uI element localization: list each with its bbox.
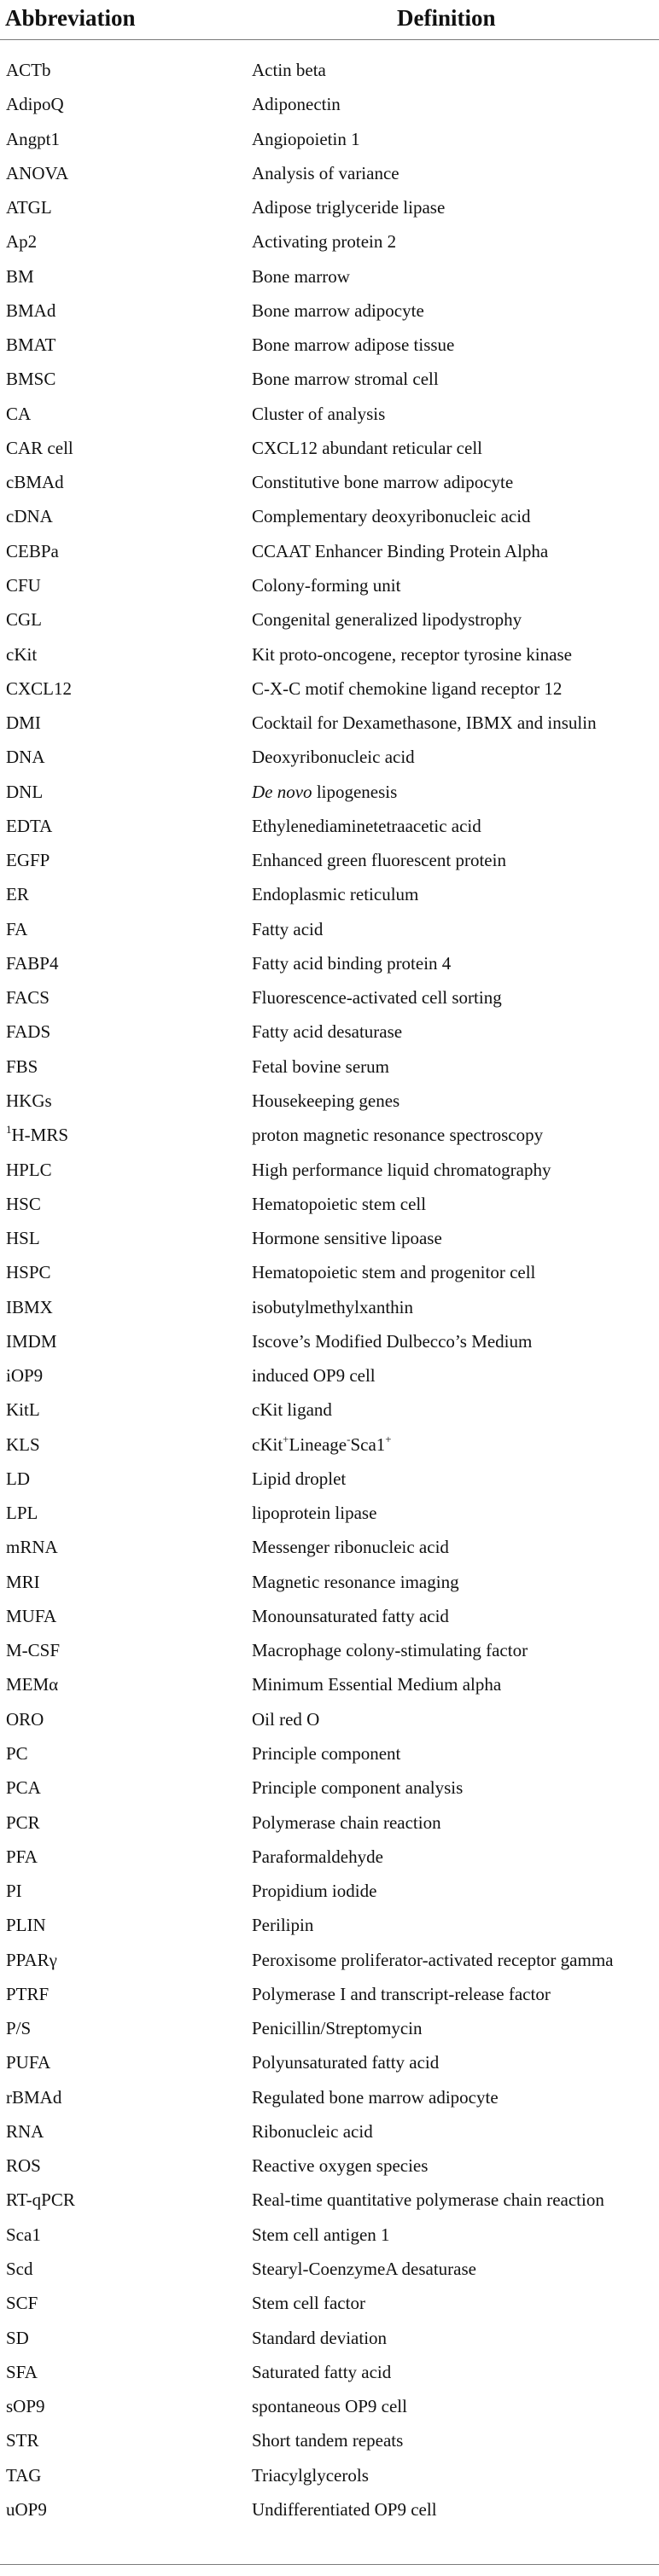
abbreviation-cell: Angpt1 xyxy=(6,128,60,149)
definition-cell: Deoxyribonucleic acid xyxy=(252,747,415,768)
table-row xyxy=(0,2355,659,2389)
table-row xyxy=(0,397,659,431)
table-row xyxy=(0,1255,659,1289)
abbreviation-cell: Sca1 xyxy=(6,2224,41,2245)
table-row xyxy=(0,1874,659,1908)
table-row xyxy=(0,465,659,499)
definition-cell: De novo lipogenesis xyxy=(252,781,398,802)
table-row xyxy=(0,2149,659,2183)
definition-cell: Principle component analysis xyxy=(252,1777,464,1799)
table-row xyxy=(0,740,659,774)
definition-cell: Reactive oxygen species xyxy=(252,2155,429,2177)
abbreviation-cell: P/S xyxy=(6,2018,32,2039)
table-row xyxy=(0,2218,659,2252)
definition-cell: Endoplasmic reticulum xyxy=(252,884,419,905)
abbreviation-cell: LD xyxy=(6,1468,30,1489)
abbreviation-cell: uOP9 xyxy=(6,2498,47,2520)
definition-cell: Undifferentiated OP9 cell xyxy=(252,2498,437,2520)
abbreviation-cell: PLIN xyxy=(6,1915,46,1936)
definition-cell: Polyunsaturated fatty acid xyxy=(252,2052,440,2073)
abbreviation-cell: HKGs xyxy=(6,1090,52,1111)
table-row xyxy=(0,1599,659,1633)
table-row xyxy=(0,637,659,672)
definition-cell: Constitutive bone marrow adipocyte xyxy=(252,472,514,493)
table-row xyxy=(0,1358,659,1393)
abbreviation-cell: KLS xyxy=(6,1433,40,1455)
table-row xyxy=(0,1633,659,1667)
abbreviation-cell: BMAT xyxy=(6,334,56,356)
definition-cell: Angiopoietin 1 xyxy=(252,128,360,149)
table-body xyxy=(0,53,659,2527)
definition-cell: Monounsaturated fatty acid xyxy=(252,1605,449,1626)
definition-cell: Oil red O xyxy=(252,1708,320,1730)
table-row xyxy=(0,1153,659,1187)
abbreviation-cell: CA xyxy=(6,403,32,424)
table-row xyxy=(0,1050,659,1084)
definition-cell: Stearyl-CoenzymeA desaturase xyxy=(252,2259,476,2279)
definition-cell: Hormone sensitive lipoase xyxy=(252,1228,442,1249)
definition-cell: proton magnetic resonance spectroscopy xyxy=(252,1125,544,1146)
definition-cell: CCAAT Enhancer Binding Protein Alpha xyxy=(252,540,549,561)
abbreviation-cell: $^1$H-MRS xyxy=(6,1123,69,1146)
abbreviation-cell: SCF xyxy=(6,2293,38,2314)
abbreviation-cell: DMI xyxy=(6,712,41,734)
table-row xyxy=(0,224,659,259)
definition-cell: Bone marrow adipocyte xyxy=(252,299,424,321)
table-row xyxy=(0,775,659,809)
table-row xyxy=(0,1324,659,1358)
definition-cell: Enhanced green fluorescent protein xyxy=(252,850,506,871)
definition-cell: Actin beta xyxy=(252,60,326,80)
table-row xyxy=(0,2011,659,2045)
abbreviation-cell: Scd xyxy=(6,2259,33,2279)
definition-cell: Analysis of variance xyxy=(252,162,399,183)
definition-cell: Principle component xyxy=(252,1743,401,1765)
abbreviation-cell: PCA xyxy=(6,1777,41,1799)
definition-cell: cKit+Lineage-Sca1+ xyxy=(252,1432,392,1455)
abbreviation-cell: MRI xyxy=(6,1571,40,1592)
table-row xyxy=(0,1084,659,1118)
definition-cell: Lipid droplet xyxy=(252,1468,347,1489)
header-rule xyxy=(0,39,659,40)
definition-cell: Polymerase I and transcript-release factor xyxy=(252,1983,551,2004)
table-row xyxy=(0,1943,659,1977)
table-row xyxy=(0,1806,659,1840)
abbreviation-cell: FADS xyxy=(6,1021,51,1043)
definition-cell: Saturated fatty acid xyxy=(252,2361,392,2382)
abbreviation-cell: PTRF xyxy=(6,1983,50,2004)
abbreviation-cell: CEBPa xyxy=(6,540,59,561)
table-row xyxy=(0,568,659,602)
abbreviation-cell: BMSC xyxy=(6,369,56,390)
definition-cell: Stem cell factor xyxy=(252,2293,365,2314)
abbreviation-cell: PUFA xyxy=(6,2052,51,2073)
abbreviation-cell: Ap2 xyxy=(6,231,38,253)
table-row xyxy=(0,53,659,87)
table-row xyxy=(0,190,659,224)
definition-cell: isobutylmethylxanthin xyxy=(252,1296,413,1317)
abbreviation-cell: BMAd xyxy=(6,299,56,321)
table-row xyxy=(0,1462,659,1496)
table-row xyxy=(0,980,659,1015)
table-row xyxy=(0,672,659,706)
abbreviation-cell: HSPC xyxy=(6,1262,51,1283)
table-row xyxy=(0,2114,659,2149)
abbreviation-cell: EGFP xyxy=(6,850,50,871)
table-row xyxy=(0,1771,659,1805)
abbreviation-cell: M-CSF xyxy=(6,1640,61,1661)
table-row xyxy=(0,1908,659,1942)
abbreviation-cell: RNA xyxy=(6,2120,44,2142)
abbreviation-cell: CAR cell xyxy=(6,437,73,458)
definition-cell: Complementary deoxyribonucleic acid xyxy=(252,506,531,527)
table-row xyxy=(0,1118,659,1152)
abbreviation-cell: cKit xyxy=(6,643,38,665)
definition-cell: Perilipin xyxy=(252,1915,314,1936)
abbreviation-cell: ROS xyxy=(6,2155,41,2177)
abbreviation-cell: PPARγ xyxy=(6,1949,57,1970)
table-row xyxy=(0,1530,659,1564)
table-row xyxy=(0,1187,659,1221)
abbreviation-cell: ATGL xyxy=(6,197,52,218)
table-row xyxy=(0,2389,659,2423)
definition-cell: Fatty acid xyxy=(252,918,324,939)
abbreviation-cell: sOP9 xyxy=(6,2396,45,2417)
definition-cell: Bone marrow xyxy=(252,265,350,287)
abbreviation-cell: SD xyxy=(6,2327,29,2348)
definition-cell: Cocktail for Dexamethasone, IBMX and insulin xyxy=(252,712,597,734)
definition-cell: Stem cell antigen 1 xyxy=(252,2224,390,2245)
abbreviation-cell: mRNA xyxy=(6,1537,58,1558)
table-row xyxy=(0,156,659,190)
definition-cell: Penicillin/Streptomycin xyxy=(252,2018,423,2039)
definition-cell: Propidium iodide xyxy=(252,1881,377,1902)
definition-cell: Bone marrow adipose tissue xyxy=(252,334,455,356)
definition-cell: Polymerase chain reaction xyxy=(252,1811,441,1833)
abbreviation-cell: TAG xyxy=(6,2464,42,2486)
table-row xyxy=(0,602,659,637)
abbreviation-cell: SFA xyxy=(6,2361,38,2382)
abbreviation-cell: CXCL12 xyxy=(6,677,73,699)
definition-cell: spontaneous OP9 cell xyxy=(252,2396,407,2417)
table-row xyxy=(0,1840,659,1874)
table-row xyxy=(0,809,659,843)
table-row xyxy=(0,1496,659,1530)
table-row xyxy=(0,2492,659,2527)
definition-cell: Regulated bone marrow adipocyte xyxy=(252,2086,499,2108)
definition-cell: Magnetic resonance imaging xyxy=(252,1571,459,1592)
abbreviation-cell: ER xyxy=(6,884,29,905)
table-row xyxy=(0,1702,659,1736)
definition-cell: lipoprotein lipase xyxy=(252,1503,377,1524)
table-row xyxy=(0,1565,659,1599)
table-row xyxy=(0,843,659,877)
definition-cell: Congenital generalized lipodystrophy xyxy=(252,609,522,631)
table-row xyxy=(0,431,659,465)
table-row xyxy=(0,2321,659,2355)
abbreviation-cell: FBS xyxy=(6,1055,38,1077)
table-row xyxy=(0,362,659,396)
abbreviation-cell: EDTA xyxy=(6,815,53,836)
table-row xyxy=(0,499,659,533)
definition-cell: High performance liquid chromatography xyxy=(252,1159,551,1180)
definition-cell: Short tandem repeats xyxy=(252,2430,404,2451)
abbreviation-cell: rBMAd xyxy=(6,2086,62,2108)
column-header-abbreviation: Abbreviation xyxy=(5,5,136,31)
bottom-rule xyxy=(0,2564,659,2565)
definition-cell: Messenger ribonucleic acid xyxy=(252,1537,449,1558)
definition-cell: cKit ligand xyxy=(252,1399,332,1421)
abbreviation-cell: CFU xyxy=(6,574,41,596)
definition-cell: Real-time quantitative polymerase chain reaction xyxy=(252,2189,604,2211)
table-row xyxy=(0,2458,659,2492)
abbreviation-cell: FACS xyxy=(6,987,50,1009)
table-row xyxy=(0,1290,659,1324)
abbreviation-cell: HPLC xyxy=(6,1159,52,1180)
table-row xyxy=(0,259,659,294)
table-row xyxy=(0,1736,659,1771)
table-row xyxy=(0,2080,659,2114)
table-row xyxy=(0,912,659,946)
definition-cell: Colony-forming unit xyxy=(252,574,401,596)
table-row xyxy=(0,534,659,568)
table-row xyxy=(0,2286,659,2320)
abbreviation-cell: LPL xyxy=(6,1503,38,1524)
abbreviation-cell: ORO xyxy=(6,1708,44,1730)
abbreviation-cell: DNA xyxy=(6,747,45,768)
definition-cell: C-X-C motif chemokine ligand receptor 12 xyxy=(252,677,563,699)
abbreviation-cell: CGL xyxy=(6,609,42,631)
definition-cell: Kit proto-oncogene, receptor tyrosine kinase xyxy=(252,643,572,665)
abbreviation-cell: PFA xyxy=(6,1846,38,1867)
abbreviation-cell: RT-qPCR xyxy=(6,2189,75,2211)
table-row xyxy=(0,946,659,980)
definition-cell: Fetal bovine serum xyxy=(252,1055,389,1077)
table-row xyxy=(0,877,659,911)
definition-cell: Adipose triglyceride lipase xyxy=(252,197,446,218)
abbreviation-cell: PC xyxy=(6,1743,28,1765)
abbreviation-cell: IBMX xyxy=(6,1296,53,1317)
table-row xyxy=(0,1977,659,2011)
abbreviation-cell: HSC xyxy=(6,1193,41,1214)
abbreviation-cell: MEMα xyxy=(6,1674,59,1695)
definition-cell: Minimum Essential Medium alpha xyxy=(252,1674,502,1695)
table-row xyxy=(0,1428,659,1462)
definition-cell: Activating protein 2 xyxy=(252,231,397,253)
definition-cell: Fatty acid desaturase xyxy=(252,1021,403,1043)
definition-cell: Iscove’s Modified Dulbecco’s Medium xyxy=(252,1330,533,1352)
column-header-definition: Definition xyxy=(397,5,496,31)
definition-cell: Hematopoietic stem cell xyxy=(252,1193,427,1214)
definition-cell: Adiponectin xyxy=(252,94,341,115)
abbreviation-cell: FABP4 xyxy=(6,952,59,974)
table-row xyxy=(0,122,659,156)
definition-cell: Bone marrow stromal cell xyxy=(252,369,439,390)
definition-cell: Triacylglycerols xyxy=(252,2464,369,2486)
table-row xyxy=(0,2423,659,2457)
definition-cell: Housekeeping genes xyxy=(252,1090,400,1111)
table-row xyxy=(0,294,659,328)
abbreviation-cell: PCR xyxy=(6,1811,40,1833)
definition-cell: Ethylenediaminetetraacetic acid xyxy=(252,815,481,836)
definition-cell: Hematopoietic stem and progenitor cell xyxy=(252,1262,536,1283)
abbreviation-cell: BM xyxy=(6,265,34,287)
table-row xyxy=(0,87,659,121)
abbreviation-cell: HSL xyxy=(6,1228,40,1249)
definition-cell: Standard deviation xyxy=(252,2327,388,2348)
table-row xyxy=(0,2252,659,2286)
abbreviation-cell: cBMAd xyxy=(6,472,64,493)
definition-cell: Cluster of analysis xyxy=(252,403,386,424)
abbreviation-cell: ANOVA xyxy=(6,162,69,183)
abbreviation-cell: FA xyxy=(6,918,28,939)
definition-cell: Ribonucleic acid xyxy=(252,2120,373,2142)
abbreviation-cell: KitL xyxy=(6,1399,40,1421)
abbreviation-cell: DNL xyxy=(6,781,44,802)
definition-cell: Paraformaldehyde xyxy=(252,1846,383,1867)
abbreviation-cell: PI xyxy=(6,1881,22,1902)
abbreviation-cell: IMDM xyxy=(6,1330,57,1352)
table-row xyxy=(0,1221,659,1255)
table-header xyxy=(0,0,659,38)
abbreviation-cell: AdipoQ xyxy=(6,94,64,115)
definition-cell: Fatty acid binding protein 4 xyxy=(252,952,452,974)
table-row xyxy=(0,2183,659,2217)
abbreviation-cell: iOP9 xyxy=(6,1365,44,1387)
abbreviation-cell: STR xyxy=(6,2430,39,2451)
table-row xyxy=(0,1393,659,1427)
abbreviation-cell: ACTb xyxy=(6,60,51,80)
definition-cell: Macrophage colony-stimulating factor xyxy=(252,1640,528,1661)
definition-cell: Peroxisome proliferator-activated receptor gamma xyxy=(252,1949,614,1970)
definition-cell: CXCL12 abundant reticular cell xyxy=(252,437,482,458)
abbreviation-cell: cDNA xyxy=(6,506,53,527)
abbreviation-cell: MUFA xyxy=(6,1605,57,1626)
definition-cell: induced OP9 cell xyxy=(252,1365,376,1387)
table-row xyxy=(0,1015,659,1049)
table-row xyxy=(0,328,659,362)
table-row xyxy=(0,2045,659,2079)
definition-cell: Fluorescence-activated cell sorting xyxy=(252,987,502,1009)
table-row xyxy=(0,706,659,740)
table-row xyxy=(0,1667,659,1701)
